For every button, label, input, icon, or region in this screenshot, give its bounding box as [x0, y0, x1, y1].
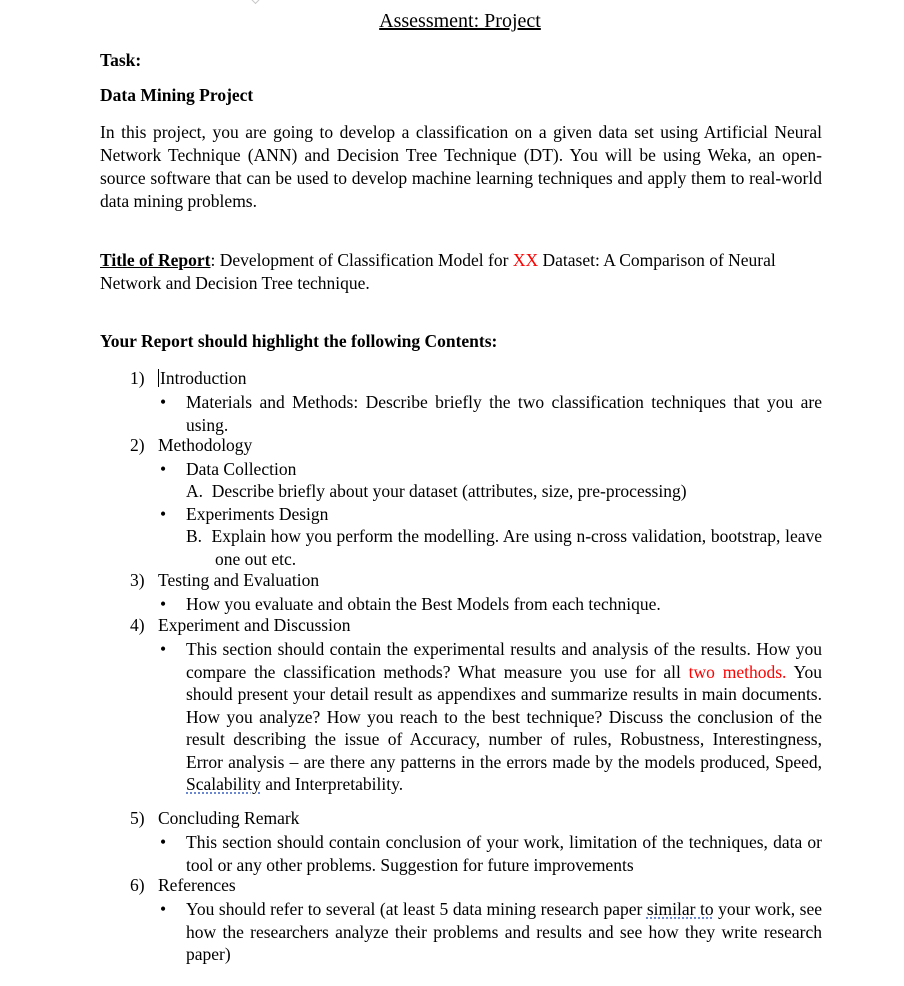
- section-introduction: [130, 368, 247, 389]
- bullet-icon: •: [160, 899, 167, 919]
- text-run: and Interpretability.: [260, 774, 404, 794]
- sub-item-a: [186, 480, 822, 503]
- sub-item-letter: B.: [186, 526, 203, 546]
- contents-heading: Your Report should highlight the following Contents:: [100, 331, 498, 351]
- section-label: Testing and Evaluation: [158, 570, 320, 590]
- grammar-flag-text: similar to: [646, 899, 714, 919]
- list-item-text: How you evaluate and obtain the Best Models from each technique.: [186, 594, 661, 614]
- list-item-text: Materials and Methods: Describe briefly the two classification techniques that you are using.: [186, 392, 822, 435]
- section-number: 4): [130, 615, 145, 635]
- list-item-text: Experiments Design: [186, 504, 329, 524]
- bullet-icon: •: [160, 832, 167, 852]
- list-item-text: This section should contain conclusion of your work, limitation of the techniques, data or tool or any other problems. Suggestion for future improvements: [186, 832, 822, 875]
- section-label: Introduction: [160, 368, 247, 388]
- chevron-down-icon: [245, 0, 266, 4]
- list-item: [160, 638, 822, 796]
- list-item-text: [186, 898, 822, 966]
- report-title-after: Dataset: A Comparison of Neural Network and Decision Tree technique.: [100, 250, 776, 293]
- text-run: You should present your detail result as appendixes and summarize results in main documents. How you analyze? How you reach to the best technique? Discuss the conclusion of the result describing the issue of Accuracy, number of rules, Robustness, Interestingness, Error analysis – are there any patterns in the errors made by the models produced, Speed,: [186, 661, 822, 772]
- section-number: 6): [130, 875, 145, 895]
- bullet-icon: •: [160, 594, 167, 614]
- highlight-text: two methods.: [688, 661, 787, 682]
- section-number: 3): [130, 570, 145, 590]
- list-item: [160, 831, 822, 876]
- section-testing: [130, 570, 319, 591]
- report-title-before: Development of Classification Model for: [215, 250, 513, 270]
- section-methodology: [130, 435, 252, 456]
- project-name: Data Mining Project: [100, 85, 254, 105]
- report-title: [100, 249, 822, 295]
- section-label: Concluding Remark: [158, 808, 300, 828]
- sub-item-text: Describe briefly about your dataset (attributes, size, pre-processing): [211, 481, 687, 501]
- list-item: [160, 593, 822, 616]
- bullet-icon: •: [160, 392, 167, 412]
- section-label: Methodology: [158, 435, 253, 455]
- section-experiment: [130, 615, 350, 636]
- text-run: your work, see how the researchers analyze their problems and results and see how they write research paper): [186, 899, 823, 964]
- report-title-label: Title of Report: [100, 250, 211, 270]
- sub-item-b: [186, 525, 822, 570]
- list-item-text: Data Collection: [186, 459, 297, 479]
- grammar-flag-text: Scalability: [186, 774, 261, 794]
- text-run: You should refer to several (at least 5 data mining research paper: [186, 899, 647, 919]
- bullet-icon: •: [160, 639, 167, 659]
- page-title: Assessment: Project: [379, 10, 541, 32]
- report-title-colon: :: [210, 250, 216, 270]
- intro-paragraph: In this project, you are going to develop a classification on a given data set using Artificial Neural Network Technique (ANN) and Decision Tree Technique (DT). You will be using Weka, an open-source software that can be used to develop machine learning techniques and apply them to real-world data mining problems.: [100, 122, 822, 211]
- bullet-icon: •: [160, 504, 167, 524]
- section-label: Experiment and Discussion: [158, 615, 351, 635]
- list-item: [160, 458, 822, 481]
- text-cursor: [158, 369, 159, 387]
- section-concluding: [130, 808, 299, 829]
- list-item-text: [186, 638, 822, 796]
- section-label: References: [158, 875, 236, 895]
- section-number: 2): [130, 435, 145, 455]
- sub-item-text: Explain how you perform the modelling. Are using n-cross validation, bootstrap, leave one out etc.: [211, 526, 822, 569]
- list-item: [160, 391, 822, 436]
- section-number: 5): [130, 808, 145, 828]
- section-references: [130, 875, 236, 896]
- section-number: 1): [130, 368, 145, 388]
- list-item: [160, 898, 822, 966]
- list-item: [160, 503, 822, 526]
- bullet-icon: •: [160, 459, 167, 479]
- sub-item-letter: A.: [186, 481, 204, 501]
- report-title-highlight: XX: [512, 250, 539, 270]
- task-label: Task:: [100, 50, 142, 70]
- text-run: This section should contain the experimental results and analysis of the results. How you compare the classification methods? What measure you use for all: [186, 639, 822, 682]
